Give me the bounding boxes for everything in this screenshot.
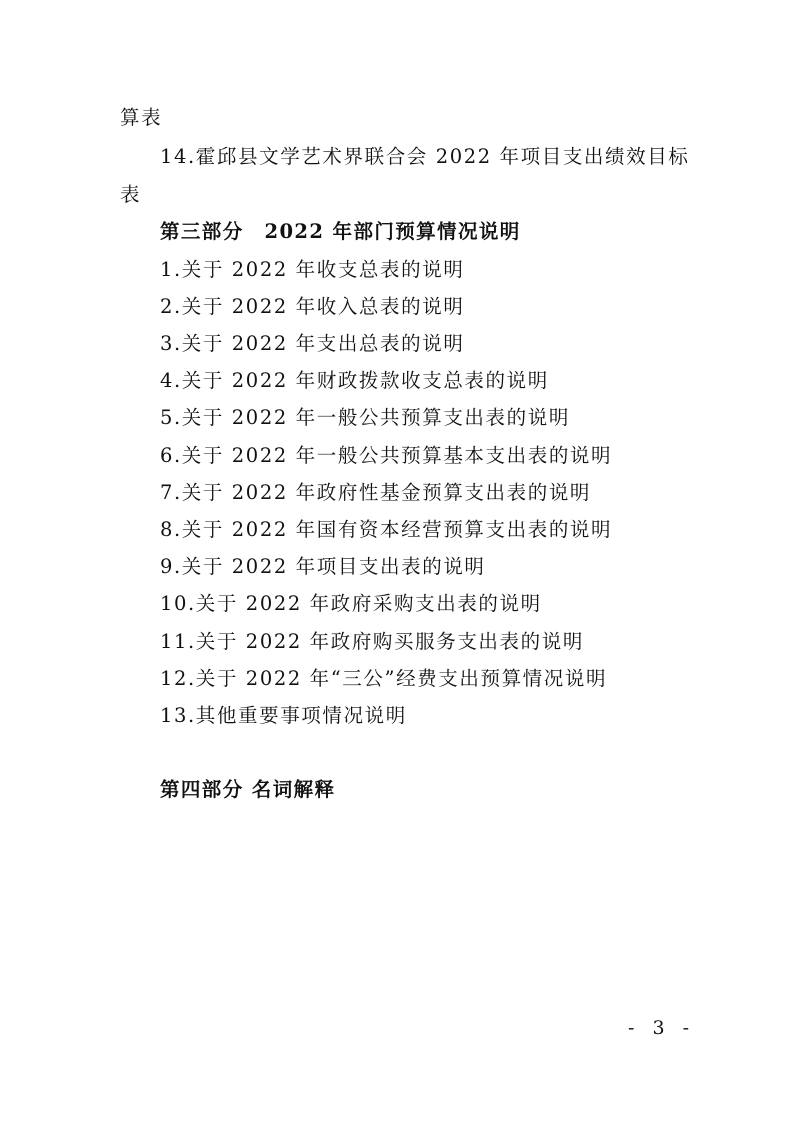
list-item: 8.关于 2022 年国有资本经营预算支出表的说明: [160, 518, 613, 541]
list-item: 13.其他重要事项情况说明: [160, 704, 407, 727]
list-item: 6.关于 2022 年一般公共预算基本支出表的说明: [160, 444, 613, 467]
list-item: 1.关于 2022 年收支总表的说明: [160, 258, 465, 281]
section-4-heading: 第四部分 名词解释: [160, 778, 336, 801]
text-line-table-continuation: 算表: [120, 106, 163, 129]
list-item: 12.关于 2022 年“三公”经费支出预算情况说明: [160, 667, 608, 690]
list-item: 2.关于 2022 年收入总表的说明: [160, 295, 465, 318]
text-line-item-14: 14.霍邱县文学艺术界联合会 2022 年项目支出绩效目标: [160, 145, 690, 168]
list-item: 10.关于 2022 年政府采购支出表的说明: [160, 592, 542, 615]
list-item: 11.关于 2022 年政府购买服务支出表的说明: [160, 630, 584, 653]
list-item: 5.关于 2022 年一般公共预算支出表的说明: [160, 406, 570, 429]
list-item: 3.关于 2022 年支出总表的说明: [160, 332, 465, 355]
list-item: 7.关于 2022 年政府性基金预算支出表的说明: [160, 481, 592, 504]
text-line-item-14-continuation: 表: [120, 183, 142, 206]
list-item: 4.关于 2022 年财政拨款收支总表的说明: [160, 369, 549, 392]
section-3-heading: 第三部分 2022 年部门预算情况说明: [160, 220, 521, 243]
page-number: - 3 -: [628, 1017, 696, 1039]
list-item: 9.关于 2022 年项目支出表的说明: [160, 555, 486, 578]
